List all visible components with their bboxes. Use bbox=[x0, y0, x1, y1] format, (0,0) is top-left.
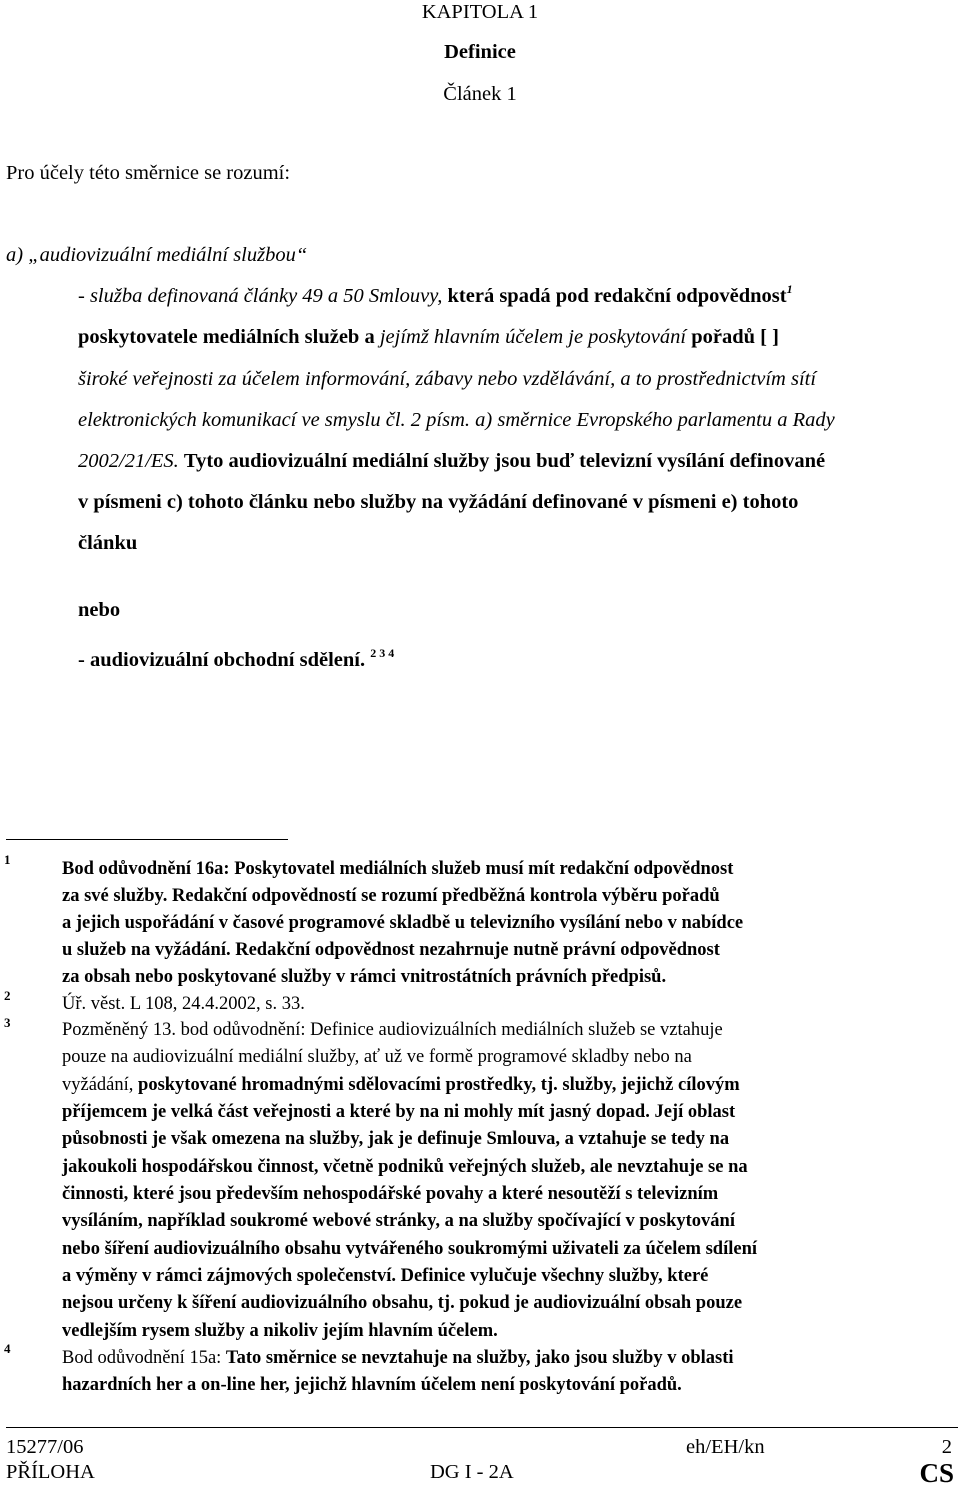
footnote-3-line-2: pouze na audiovizuální mediální služby, ať už ve formě programové skladby nebo na bbox=[62, 1047, 692, 1067]
definition-line-4: elektronických komunikací ve smyslu čl. 2 písm. a) směrnice Evropského parlamentu a Rady bbox=[78, 409, 835, 431]
definition-line-2 bbox=[78, 327, 779, 348]
line1-italic: - služba definovaná články 49 a 50 Smlouvy, bbox=[78, 285, 448, 307]
footnote-3-line-1: Pozměněný 13. bod odůvodnění: Definice audiovizuálních mediálních služeb se vztahuje bbox=[62, 1020, 723, 1040]
article-heading: Článek 1 bbox=[443, 83, 517, 105]
chapter-heading: KAPITOLA 1 bbox=[421, 1, 539, 23]
footnote-1-line-1: Bod odůvodnění 16a: Poskytovatel mediálních služeb musí mít redakční odpovědnost bbox=[62, 859, 734, 879]
intro-paragraph: Pro účely této směrnice se rozumí: bbox=[6, 162, 291, 184]
footnote-3-line-3 bbox=[62, 1076, 740, 1095]
line5-bold: Tyto audiovizuální mediální služby jsou buď televizní vysílání definované bbox=[183, 450, 826, 472]
last-line-text: - audiovizuální obchodní sdělení. bbox=[78, 649, 366, 671]
line1-bold: která spadá pod redakční odpovědnost bbox=[447, 285, 787, 307]
footnote-3-line-9: nebo šíření audiovizuálního obsahu vytvářeného soukromými uživateli za účelem sdílení bbox=[62, 1239, 758, 1259]
footnote-4-line-2: hazardních her a on-line her, jejichž hlavním účelem není poskytování pořadů. bbox=[62, 1375, 682, 1395]
line2-italic: jejímž hlavním účelem je poskytování bbox=[379, 326, 692, 348]
definition-line-3: široké veřejnosti za účelem informování, zábavy nebo vzdělávání, a to prostřednictvím sítí bbox=[78, 368, 817, 390]
footnote-3-line-5: působnosti je však omezena na služby, jak je definuje Smlouva, a vztahuje se tedy na bbox=[62, 1129, 730, 1149]
item-a-label: a) „audiovizuální mediální službou“ bbox=[6, 244, 308, 266]
footnote-3-line-12: vedlejším rysem služby a nikoliv jejím hlavním účelem. bbox=[62, 1321, 498, 1341]
footnote-1-line-2: za své služby. Redakční odpovědností se rozumí předběžná kontrola výběru pořadů bbox=[62, 886, 720, 906]
annex-label: PŘÍLOHA bbox=[6, 1461, 95, 1483]
footnote-4-bold-1: Tato směrnice se nevztahuje na služby, jako jsou služby v oblasti bbox=[225, 1348, 734, 1368]
footnote-number-3: 3 bbox=[4, 1015, 11, 1030]
footnote-separator bbox=[6, 839, 288, 840]
footnote-refs-2-3-4[interactable]: 2 3 4 bbox=[370, 646, 395, 660]
footnote-number-1: 1 bbox=[4, 852, 11, 867]
footnote-3-line-3-bold: poskytované hromadnými sdělovacími prostředky, tj. služby, jejichž cílovým bbox=[138, 1075, 740, 1095]
conjunction-nebo: nebo bbox=[78, 599, 121, 621]
page-number: 2 bbox=[941, 1436, 952, 1458]
footnote-3-line-8: vysíláním, například soukromé webové stránky, a na služby spočívající v poskytování bbox=[62, 1211, 735, 1231]
footnote-ref-1[interactable]: 1 bbox=[786, 282, 793, 296]
footer-rule bbox=[6, 1427, 958, 1428]
footnote-3-line-10: a výměny v rámci zájmových společenství. Definice vylučuje všechny služby, které bbox=[62, 1266, 709, 1286]
definition-line-6: v písmeni c) tohoto článku nebo služby na vyžádání definované v písmeni e) tohoto bbox=[78, 491, 799, 513]
section-title: Definice bbox=[444, 41, 516, 63]
footnote-3-line-4: příjemcem je velká část veřejnosti a které by na ni mohly mít jasný dopad. Její oblast bbox=[62, 1102, 736, 1122]
directorate-label: DG I - 2A bbox=[430, 1461, 514, 1483]
footnote-4-plain: Bod odůvodnění 15a: bbox=[62, 1348, 226, 1368]
footnote-2-text: Úř. věst. L 108, 24.4.2002, s. 33. bbox=[62, 994, 305, 1014]
footnote-1-line-4: u služeb na vyžádání. Redakční odpovědnost nezahrnuje nutně právní odpovědnost bbox=[62, 940, 720, 960]
footnote-3-line-11: nejsou určeny k šíření audiovizuálního obsahu, tj. pokud je audiovizuální obsah pouze bbox=[62, 1293, 743, 1313]
line2-bold: poskytovatele mediálních služeb a bbox=[78, 326, 380, 348]
definition-last-line bbox=[78, 646, 395, 671]
footnote-number-2: 2 bbox=[4, 988, 11, 1003]
author-initials: eh/EH/kn bbox=[686, 1436, 765, 1458]
definition-line-5 bbox=[78, 451, 825, 472]
definition-line-7: článku bbox=[78, 532, 138, 554]
definition-line-1 bbox=[78, 282, 793, 307]
footnote-1-line-5: za obsah nebo poskytované služby v rámci vnitrostátních právních předpisů. bbox=[62, 967, 667, 987]
line2-bold-end: pořadů [ ] bbox=[691, 326, 779, 348]
footnote-4-line-1 bbox=[62, 1349, 734, 1368]
footnote-1-line-3: a jejich uspořádání v časové programové skladbě u televizního vysílání nebo v nabídce bbox=[62, 913, 744, 933]
document-number: 15277/06 bbox=[6, 1436, 84, 1458]
footnote-3-line-3-plain: vyžádání, bbox=[62, 1075, 139, 1095]
language-code: CS bbox=[919, 1458, 954, 1488]
footnote-3-line-7: činnosti, které jsou především nehospodářské povahy a které nesoutěží s televizním bbox=[62, 1184, 719, 1204]
footnote-number-4: 4 bbox=[4, 1341, 11, 1356]
line5-italic: 2002/21/ES. bbox=[78, 450, 184, 472]
footnote-3-line-6: jakoukoli hospodářskou činnost, včetně podniků veřejných služeb, ale nevztahuje se na bbox=[62, 1157, 748, 1177]
